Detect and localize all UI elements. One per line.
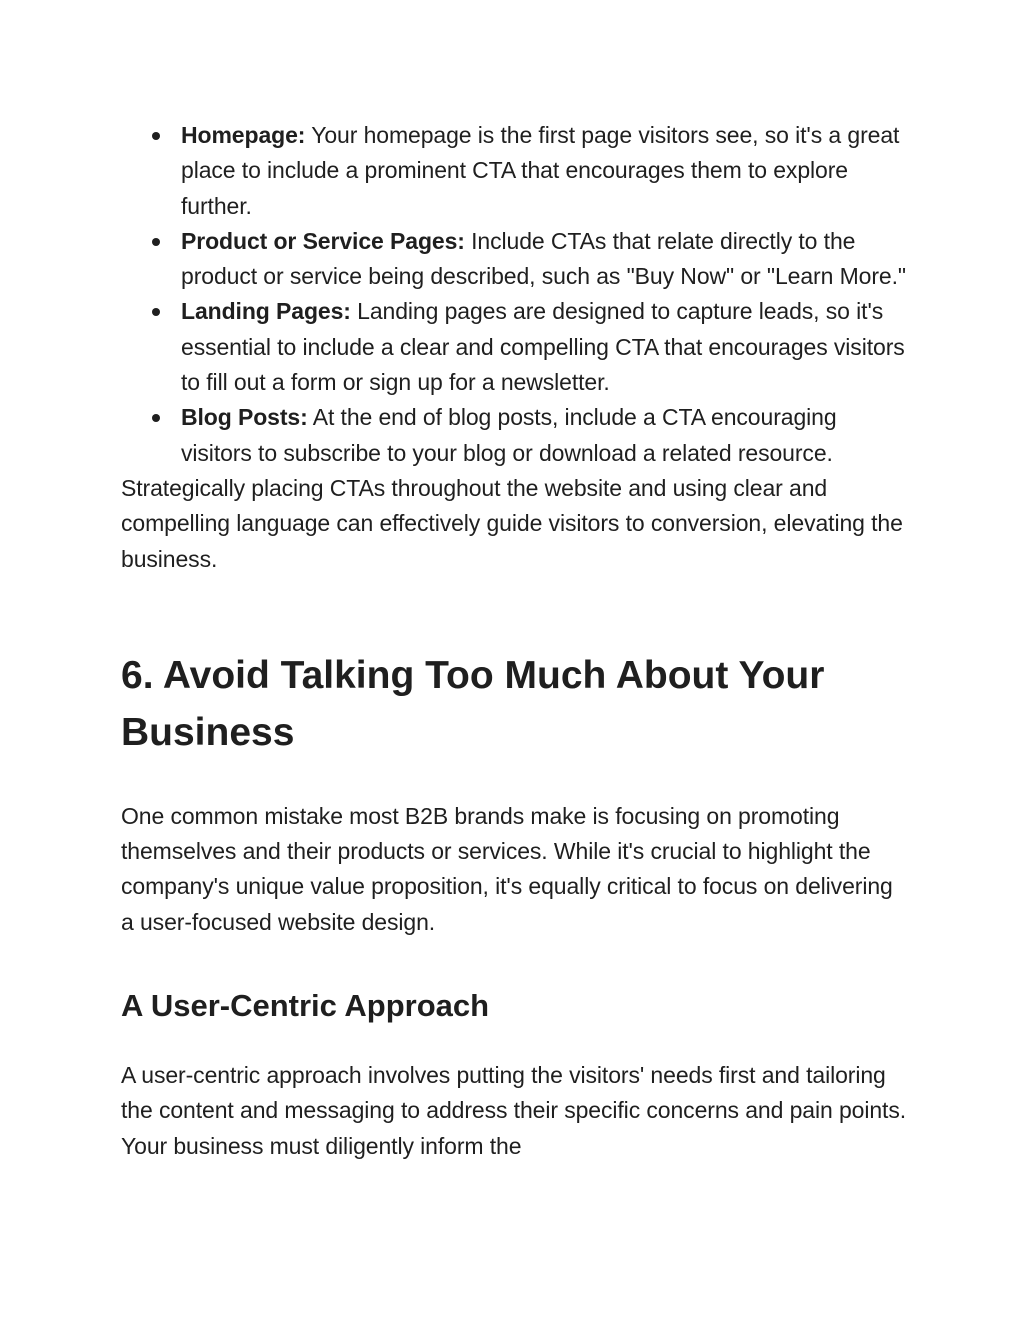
subsection-heading: A User-Centric Approach <box>121 988 490 1024</box>
list-item-term: Landing Pages: <box>181 298 351 325</box>
list-item-text: At the end of blog posts, include a CTA encouraging visitors to subscribe to your blog or download a related resource. <box>181 404 837 466</box>
section-heading: 6. Avoid Talking Too Much About Your Business <box>121 653 825 754</box>
list-item-term: Product or Service Pages: <box>181 227 465 254</box>
list-item <box>181 224 911 295</box>
summary-paragraph: Strategically placing CTAs throughout the website and using clear and compelling language can effectively guide visitors to conversion, elevating the business. <box>121 474 903 572</box>
list-item-text: Landing pages are designed to capture leads, so it's essential to include a clear and compelling CTA that encourages visitors to fill out a form or sign up for a newsletter. <box>181 298 905 396</box>
bullet-icon <box>152 132 160 140</box>
cta-placement-list <box>121 118 911 471</box>
list-item-text: Your homepage is the first page visitors see, so it's a great place to include a prominent CTA that encourages them to explore further. <box>181 122 900 219</box>
section-paragraph: One common mistake most B2B brands make is focusing on promoting themselves and their products or services. While it's crucial to highlight the company's unique value proposition, it's equally critical to focus on delivering a user-focused website design. <box>121 802 893 935</box>
list-item <box>181 400 911 471</box>
list-item-term: Blog Posts: <box>181 404 308 431</box>
subsection-paragraph: A user-centric approach involves putting the visitors' needs first and tailoring the content and messaging to address their specific concerns and pain points. Your business must diligently inform the <box>121 1062 907 1159</box>
list-item-term: Homepage: <box>181 122 306 148</box>
bullet-icon <box>152 308 160 316</box>
document-page <box>121 118 911 1164</box>
bullet-icon <box>152 414 160 422</box>
bullet-icon <box>152 238 160 246</box>
list-item <box>181 294 911 400</box>
list-item <box>181 118 911 224</box>
list-item-text: Include CTAs that relate directly to the product or service being described, such as "Buy Now" or "Learn More." <box>181 227 906 290</box>
